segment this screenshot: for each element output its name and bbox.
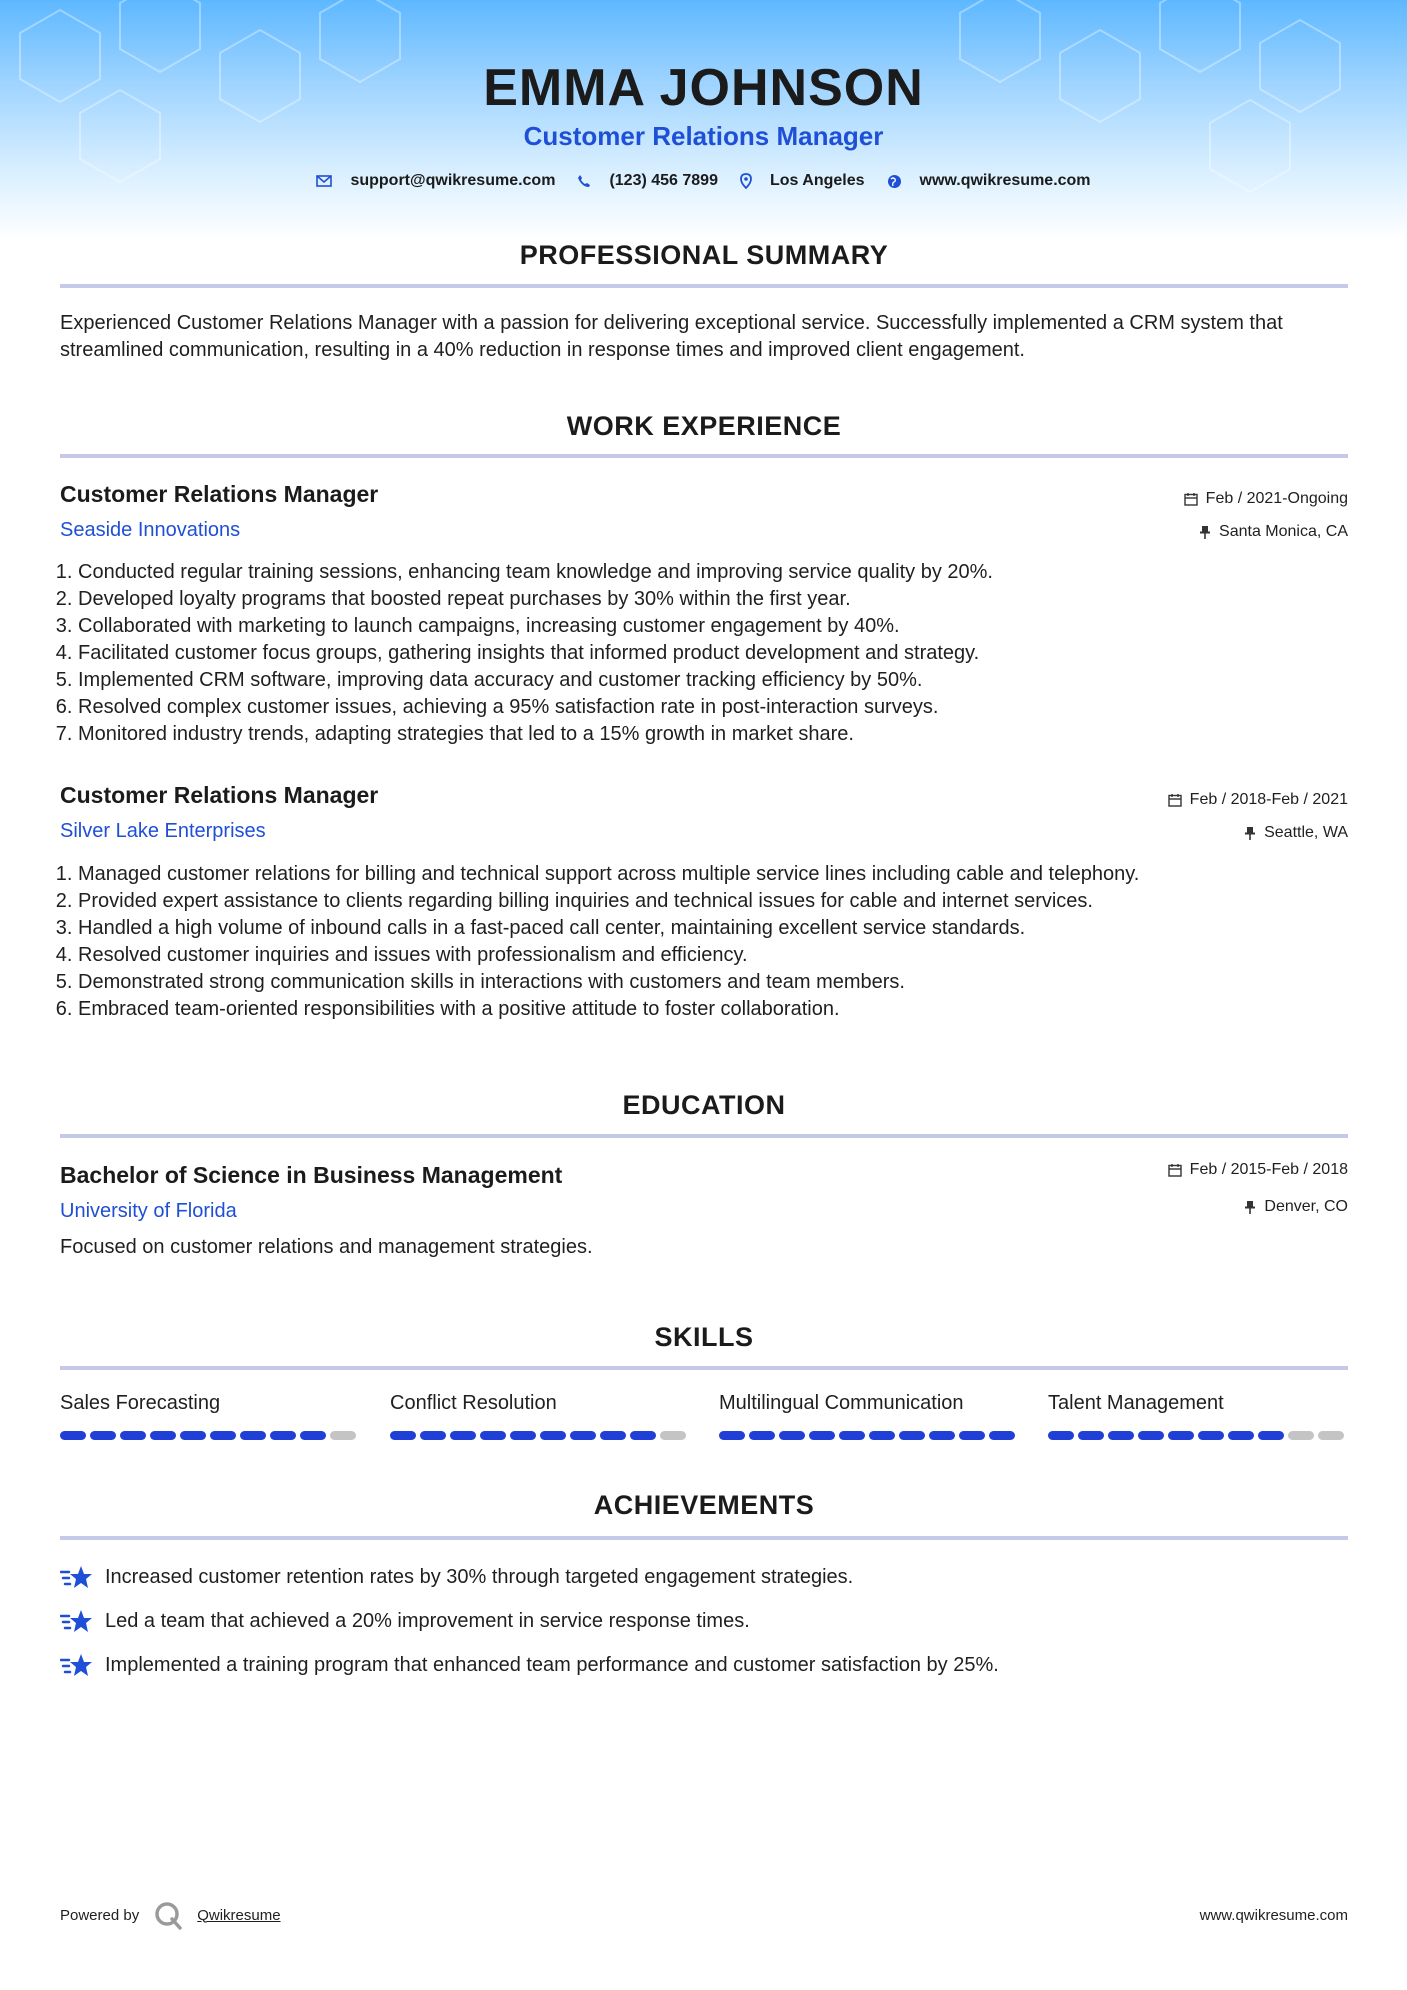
list-item: 5. Implemented CRM software, improving data accuracy and customer tracking efficiency by 50%. <box>78 667 1358 694</box>
website-text: www.qwikresume.com <box>919 172 1091 189</box>
skill-level-segment-filled <box>1228 1431 1254 1440</box>
skill-level-segment-filled <box>1258 1431 1284 1440</box>
powered-by-label: Powered by <box>60 1906 140 1924</box>
skill-level-segment-filled <box>749 1431 775 1440</box>
skill-level-segment-filled <box>540 1431 566 1440</box>
skill-level-bar <box>719 1431 1019 1440</box>
summary-divider <box>60 284 1348 288</box>
skill-level-segment-filled <box>510 1431 536 1440</box>
skill-level-bar <box>1048 1431 1348 1440</box>
skills-divider <box>60 1366 1348 1370</box>
job-title: Customer Relations Manager <box>60 481 379 507</box>
skill-level-segment-filled <box>180 1431 206 1440</box>
list-item: 4. Facilitated customer focus groups, gathering insights that informed product development and strategy. <box>78 640 1358 667</box>
star-badge-icon <box>60 1652 93 1678</box>
skill-level-segment-filled <box>989 1431 1015 1440</box>
pushpin-icon <box>1244 1200 1256 1214</box>
achievements-heading: ACHIEVEMENTS <box>593 1490 815 1520</box>
education-location-text: Denver, CO <box>1264 1198 1348 1215</box>
star-badge-icon <box>60 1608 93 1634</box>
summary-heading: PROFESSIONAL SUMMARY <box>519 240 889 270</box>
education-heading: EDUCATION <box>622 1090 786 1120</box>
skill-name: Talent Management <box>1048 1392 1224 1414</box>
qwikresume-link[interactable]: Qwikresume <box>197 1906 281 1924</box>
skill-level-segment-empty <box>330 1431 356 1440</box>
list-item: 5. Demonstrated strong communication skills in interactions with customers and team members. <box>78 969 1358 996</box>
job-bullets <box>60 559 1358 748</box>
list-item: 1. Conducted regular training sessions, enhancing team knowledge and improving service quality by 20%. <box>78 559 1358 586</box>
skill-level-segment-filled <box>90 1431 116 1440</box>
job-location <box>1199 523 1348 541</box>
achievement-text: Led a team that achieved a 20% improvement in service response times. <box>105 1609 750 1632</box>
education-dates <box>1168 1161 1348 1179</box>
list-item: 3. Handled a high volume of inbound calls in a fast-paced call center, maintaining excellent service standards. <box>78 915 1358 942</box>
skill-level-segment-filled <box>60 1431 86 1440</box>
pushpin-icon <box>1244 826 1256 840</box>
skill-level-segment-filled <box>899 1431 925 1440</box>
company-name: Silver Lake Enterprises <box>60 820 266 842</box>
skill-level-segment-filled <box>839 1431 865 1440</box>
list-item: 3. Collaborated with marketing to launch campaigns, increasing customer engagement by 40%. <box>78 613 1358 640</box>
achievement-item <box>60 1652 999 1678</box>
contact-phone <box>577 172 718 190</box>
skill-level-segment-filled <box>1078 1431 1104 1440</box>
list-item: 1. Managed customer relations for billing and technical support across multiple service lines including cable and telephony. <box>78 861 1358 888</box>
footer-powered-by <box>60 1900 281 1930</box>
skill-level-segment-filled <box>779 1431 805 1440</box>
skill-name: Conflict Resolution <box>390 1392 557 1414</box>
skill-level-segment-filled <box>300 1431 326 1440</box>
experience-divider <box>60 454 1348 458</box>
email-text: support@qwikresume.com <box>350 172 556 189</box>
achievement-item <box>60 1564 853 1590</box>
qwikresume-logo-icon <box>153 1900 183 1930</box>
list-item: 2. Developed loyalty programs that boosted repeat purchases by 30% within the first year. <box>78 586 1358 613</box>
company-name: Seaside Innovations <box>60 519 241 541</box>
skill-level-segment-filled <box>1108 1431 1134 1440</box>
candidate-role: Customer Relations Manager <box>523 121 884 151</box>
achievements-divider <box>60 1536 1348 1540</box>
skill-level-segment-filled <box>210 1431 236 1440</box>
skill-level-segment-filled <box>120 1431 146 1440</box>
pushpin-icon <box>1199 525 1211 539</box>
education-description: Focused on customer relations and management strategies. <box>60 1236 593 1258</box>
job-dates <box>1184 490 1348 508</box>
star-badge-icon <box>60 1564 93 1590</box>
skill-level-segment-filled <box>150 1431 176 1440</box>
skill-level-segment-filled <box>929 1431 955 1440</box>
skill-level-segment-filled <box>1138 1431 1164 1440</box>
skill-level-segment-filled <box>480 1431 506 1440</box>
skill-level-segment-filled <box>1048 1431 1074 1440</box>
skill-level-segment-filled <box>959 1431 985 1440</box>
achievement-text: Increased customer retention rates by 30% through targeted engagement strategies. <box>105 1565 854 1588</box>
calendar-icon <box>1184 492 1198 506</box>
skill-level-segment-filled <box>1198 1431 1224 1440</box>
job-location-text: Santa Monica, CA <box>1219 523 1348 540</box>
calendar-icon <box>1168 1163 1182 1177</box>
skill-level-segment-empty <box>1288 1431 1314 1440</box>
skill-level-segment-filled <box>869 1431 895 1440</box>
skill-level-bar <box>390 1431 690 1440</box>
skill-level-segment-filled <box>600 1431 626 1440</box>
skill-item <box>719 1392 1019 1440</box>
experience-heading: WORK EXPERIENCE <box>566 411 842 441</box>
skills-heading: SKILLS <box>654 1322 754 1352</box>
skill-item <box>60 1392 360 1440</box>
globe-icon <box>887 174 902 189</box>
calendar-icon <box>1168 793 1182 807</box>
skill-level-segment-filled <box>420 1431 446 1440</box>
job-dates-text: Feb / 2018-Feb / 2021 <box>1189 791 1348 808</box>
job-location <box>1244 824 1348 842</box>
contact-bar <box>0 172 1407 190</box>
skill-level-segment-filled <box>570 1431 596 1440</box>
skill-level-segment-filled <box>719 1431 745 1440</box>
header-background <box>0 0 1407 240</box>
achievement-item <box>60 1608 750 1634</box>
footer-website[interactable]: www.qwikresume.com <box>1199 1907 1348 1924</box>
job-title: Customer Relations Manager <box>60 782 379 808</box>
contact-website <box>887 172 1091 190</box>
list-item: 6. Embraced team-oriented responsibilities with a positive attitude to foster collaboration. <box>78 996 1358 1023</box>
skill-item <box>390 1392 690 1440</box>
skill-level-segment-filled <box>809 1431 835 1440</box>
list-item: 7. Monitored industry trends, adapting strategies that led to a 15% growth in market share. <box>78 721 1358 748</box>
education-divider <box>60 1134 1348 1138</box>
candidate-name: EMMA JOHNSON <box>483 59 924 117</box>
phone-text: (123) 456 7899 <box>609 172 718 189</box>
contact-location <box>740 172 865 190</box>
skill-level-segment-filled <box>1168 1431 1194 1440</box>
education-location <box>1244 1198 1348 1216</box>
skill-level-segment-empty <box>660 1431 686 1440</box>
contact-email <box>316 172 555 190</box>
skill-level-segment-filled <box>630 1431 656 1440</box>
job-bullets <box>60 861 1358 1023</box>
map-pin-icon <box>740 173 752 189</box>
job-dates <box>1168 791 1348 809</box>
location-text: Los Angeles <box>769 172 865 189</box>
skill-level-segment-filled <box>450 1431 476 1440</box>
list-item: 6. Resolved complex customer issues, achieving a 95% satisfaction rate in post-interaction surveys. <box>78 694 1358 721</box>
achievement-text: Implemented a training program that enhanced team performance and customer satisfaction by 25%. <box>105 1653 999 1676</box>
list-item: 2. Provided expert assistance to clients regarding billing inquiries and technical issues for cable and internet services. <box>78 888 1358 915</box>
education-dates-text: Feb / 2015-Feb / 2018 <box>1189 1161 1348 1178</box>
skill-item <box>1048 1392 1348 1440</box>
degree-title: Bachelor of Science in Business Management <box>60 1162 563 1188</box>
school-name: University of Florida <box>60 1200 237 1222</box>
hexagon-pattern <box>0 0 1407 240</box>
skill-level-segment-filled <box>270 1431 296 1440</box>
skill-name: Sales Forecasting <box>60 1392 221 1414</box>
skill-level-segment-filled <box>390 1431 416 1440</box>
skill-level-segment-empty <box>1318 1431 1344 1440</box>
envelope-icon <box>316 175 332 187</box>
phone-icon <box>577 174 591 188</box>
skill-level-bar <box>60 1431 360 1440</box>
job-dates-text: Feb / 2021-Ongoing <box>1205 490 1348 507</box>
summary-text: Experienced Customer Relations Manager with a passion for delivering exceptional service. Successfully implemented a CRM system that streamlined communication, resulting in a 40% reduction in response times and improved client engagement. <box>60 312 1283 361</box>
job-location-text: Seattle, WA <box>1264 824 1348 841</box>
skill-name: Multilingual Communication <box>719 1392 964 1414</box>
skill-level-segment-filled <box>240 1431 266 1440</box>
list-item: 4. Resolved customer inquiries and issues with professionalism and efficiency. <box>78 942 1358 969</box>
